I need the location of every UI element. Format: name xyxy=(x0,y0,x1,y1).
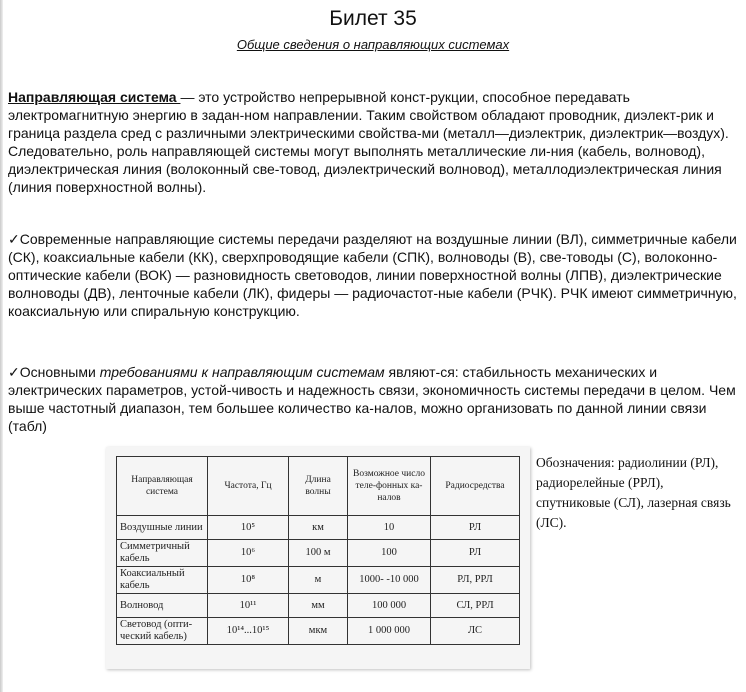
cell-channels: 1000- -10 000 xyxy=(348,567,431,594)
cell-system: Симметричный кабель xyxy=(117,540,208,567)
cell-channels: 10 xyxy=(348,516,431,540)
cell-system: Световод (опти-ческий кабель) xyxy=(117,618,208,645)
cell-system: Коаксиальный кабель xyxy=(117,567,208,594)
cell-system: Воздушные линии xyxy=(117,516,208,540)
cell-system: Волновод xyxy=(117,594,208,618)
page-subtitle: Общие сведения о направляющих системах xyxy=(236,37,510,52)
slide-left-border xyxy=(0,0,3,692)
table-row xyxy=(117,540,520,567)
cell-frequency: 10⁸ xyxy=(208,567,289,594)
header-wavelength: Длина волны xyxy=(289,457,348,516)
guide-systems-table xyxy=(116,456,520,645)
requirements-pre: Основными xyxy=(19,364,100,380)
cell-frequency: 10⁵ xyxy=(208,516,289,540)
cell-frequency: 10⁶ xyxy=(208,540,289,567)
header-system: Направляющая система xyxy=(117,457,208,516)
table-row xyxy=(117,567,520,594)
cell-wavelength: 100 м xyxy=(289,540,348,567)
paragraph-classification xyxy=(8,230,740,320)
requirements-italic: требованиями к направляющим системам xyxy=(99,364,385,380)
cell-channels: 100 000 xyxy=(348,594,431,618)
cell-radio: СЛ, РРЛ xyxy=(431,594,520,618)
cell-frequency: 10¹¹ xyxy=(208,594,289,618)
table-row xyxy=(117,516,520,540)
paragraph-requirements xyxy=(8,363,740,435)
header-radio: Радиосредства xyxy=(431,457,520,516)
cell-radio: РЛ xyxy=(431,540,520,567)
cell-channels: 1 000 000 xyxy=(348,618,431,645)
paragraph-definition xyxy=(8,88,740,196)
header-channels: Возможное число теле-фонных ка-налов xyxy=(348,457,431,516)
page-title: Билет 35 xyxy=(329,7,417,30)
checkmark-icon: ✓ xyxy=(8,364,20,380)
classification-text: Современные направляющие системы передачи разделяют на воздушные линии (ВЛ), симметричные кабели (СК), коаксиальные кабели (КК), сверхпроводящие кабели (СПК), волноводы (В), све-товоды (С), волоконно-оптические кабели (ВОК) — разновидность световодов, линии поверхностной волны (ЛПВ), диэлектрические волноводы (ДВ), ленточные кабели (ЛК), фидеры — радиочастот-ные кабели (РЧК). РЧК имеют симметричную, коаксиальную или спиральную конструкцию. xyxy=(8,231,737,319)
cell-channels: 100 xyxy=(348,540,431,567)
cell-wavelength: км xyxy=(289,516,348,540)
legend-notes: Обозначения: радиолинии (РЛ), радиорелейные (РРЛ), спутниковые (СЛ), лазерная связь (ЛС). xyxy=(536,455,731,530)
cell-wavelength: м xyxy=(289,567,348,594)
requirements-post: являют-ся: стабильность механических и электрических параметров, устой-чивость и надежность связи, экономичность системы передачи в целом. Чем выше частотный диапазон, тем большее количество ка-налов, можно организовать по данной линии связи (табл) xyxy=(8,364,736,434)
cell-frequency: 10¹⁴...10¹⁵ xyxy=(208,618,289,645)
checkmark-icon: ✓ xyxy=(8,231,20,247)
cell-radio: РЛ xyxy=(431,516,520,540)
cell-wavelength: мм xyxy=(289,594,348,618)
table-image xyxy=(106,447,530,669)
header-frequency: Частота, Гц xyxy=(208,457,289,516)
definition-text: — это устройство непрерывной конст-рукции, способное передавать электромагнитную энергию в задан-ном направлении. Таким свойством обладают проводник, диэлект-рик и граница раздела сред с различными электрическими свойства-ми (металл—диэлектрик, диэлектрик—воздух). Следовательно, роль направляющей системы могут выполнять металлические ли-ния (кабель, волновод), диэлектрическая линия (волоконный све-товод, диэлектрический волновод), металлодиэлектрическая линия (линия поверхностной волны). xyxy=(8,89,729,195)
table-row xyxy=(117,618,520,645)
cell-radio: ЛС xyxy=(431,618,520,645)
table-row xyxy=(117,594,520,618)
cell-radio: РЛ, РРЛ xyxy=(431,567,520,594)
definition-term: Направляющая система xyxy=(8,89,181,105)
cell-wavelength: мкм xyxy=(289,618,348,645)
